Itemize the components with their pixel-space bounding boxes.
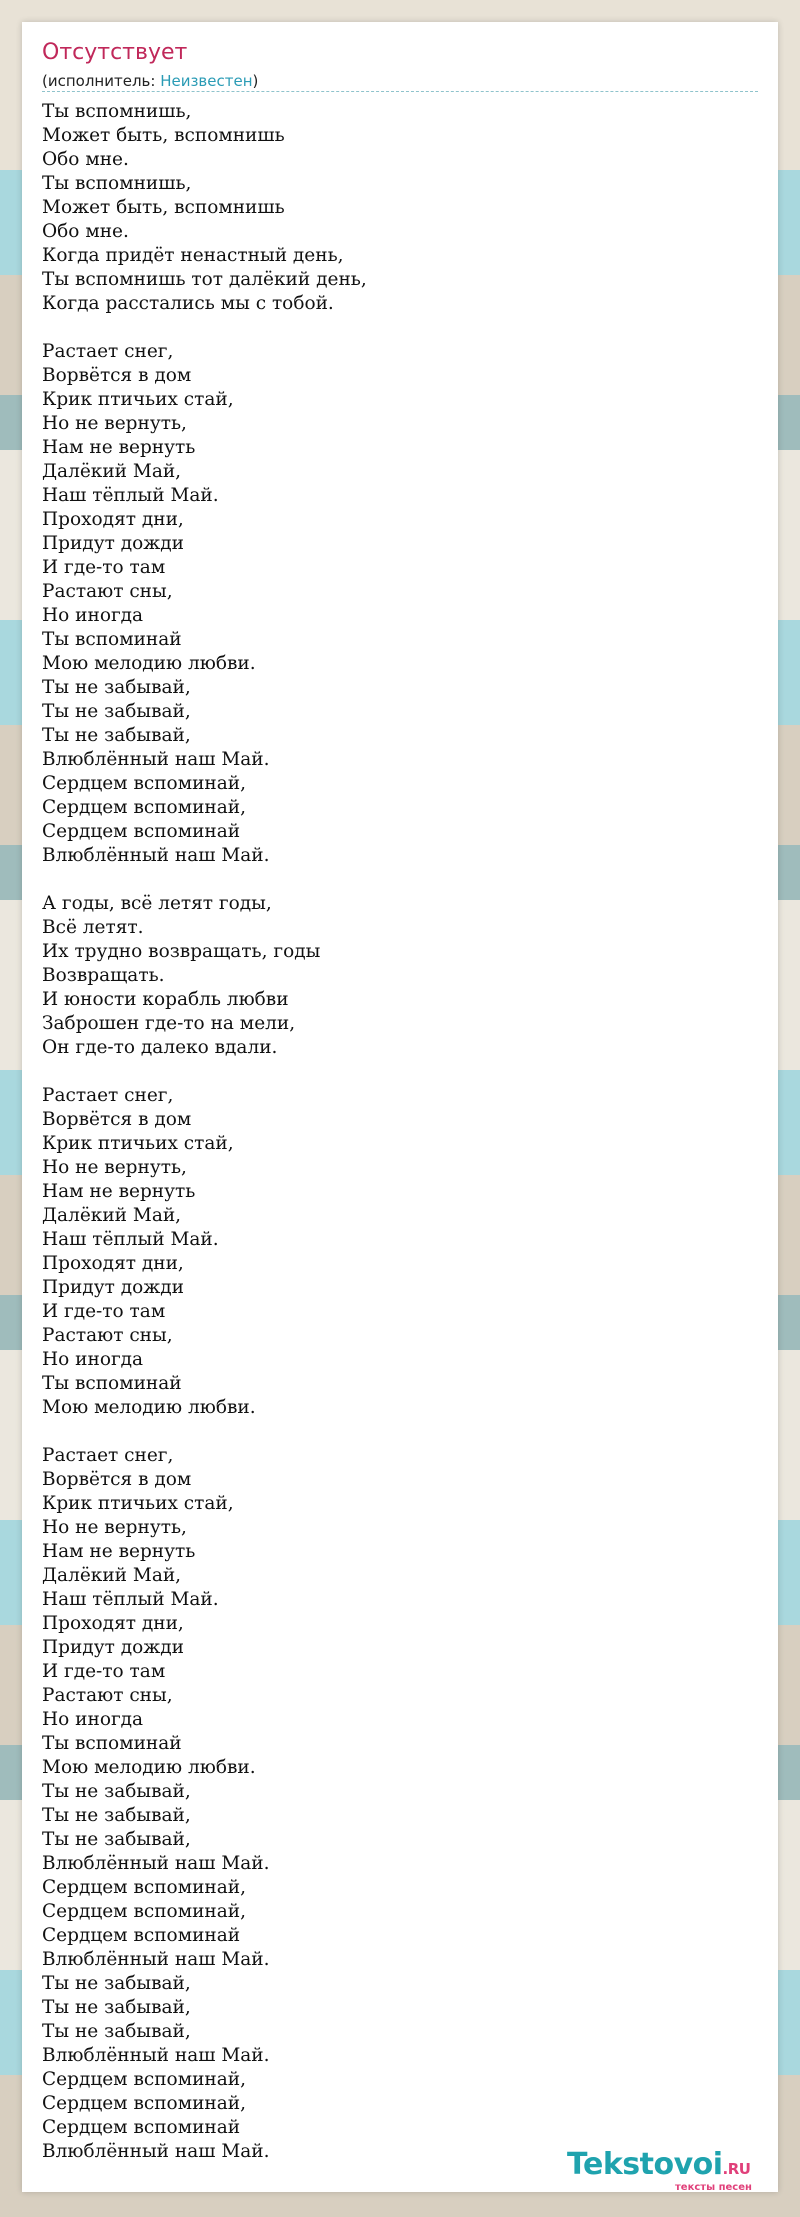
lyrics-stanza <box>42 1444 367 2164</box>
performer-suffix: ) <box>252 72 259 90</box>
lyrics-stanza <box>42 100 367 316</box>
lyrics-stanza <box>42 1084 367 1420</box>
site-logo[interactable] <box>567 2147 767 2192</box>
lyric-line: Нам не вернуть <box>42 1181 196 1202</box>
lyric-line: Крик птичьих стай, <box>42 389 234 410</box>
lyric-line: Сердцем вспоминай <box>42 2117 241 2138</box>
lyric-line: Крик птичьих стай, <box>42 1133 234 1154</box>
lyric-line: Ворвётся в дом <box>42 1109 192 1130</box>
lyric-line: Мою мелодию любви. <box>42 1757 256 1778</box>
lyric-line: Мою мелодию любви. <box>42 1397 256 1418</box>
performer-prefix: (исполнитель: <box>42 72 161 90</box>
lyric-line: Наш тёплый Май. <box>42 1589 219 1610</box>
title-divider <box>42 91 758 92</box>
lyric-line: Но иногда <box>42 1349 144 1370</box>
lyric-line: Всё летят. <box>42 917 144 938</box>
lyric-line: Влюблённый наш Май. <box>42 749 270 770</box>
lyric-line: Ты вспомнишь, <box>42 101 192 122</box>
lyric-line: Может быть, вспомнишь <box>42 197 285 218</box>
lyric-line: Он где-то далеко вдали. <box>42 1037 278 1058</box>
lyric-line: Сердцем вспоминай <box>42 821 241 842</box>
lyric-line: Их трудно возвращать, годы <box>42 941 321 962</box>
lyric-line: Ворвётся в дом <box>42 1469 192 1490</box>
lyrics-text <box>42 100 367 2164</box>
lyric-line: Но не вернуть, <box>42 1157 187 1178</box>
lyric-line: Наш тёплый Май. <box>42 1229 219 1250</box>
lyric-line: Растает снег, <box>42 1085 174 1106</box>
lyric-line: Влюблённый наш Май. <box>42 2141 270 2162</box>
lyric-line: Растает снег, <box>42 341 174 362</box>
lyric-line: Проходят дни, <box>42 509 184 530</box>
logo-tld: .RU <box>722 2160 751 2178</box>
lyric-line: Ты не забывай, <box>42 1829 191 1850</box>
lyric-line: Заброшен где-то на мели, <box>42 1013 296 1034</box>
lyric-line: А годы, всё летят годы, <box>42 893 272 914</box>
lyric-line: Но не вернуть, <box>42 413 187 434</box>
lyric-line: Сердцем вспоминай, <box>42 1877 246 1898</box>
performer-line <box>42 72 258 90</box>
lyric-line: Ты не забывай, <box>42 701 191 722</box>
lyric-line: Нам не вернуть <box>42 437 196 458</box>
lyric-line: Ты не забывай, <box>42 1973 191 1994</box>
lyric-line: Крик птичьих стай, <box>42 1493 234 1514</box>
lyric-line: Растает снег, <box>42 1445 174 1466</box>
lyric-line: Влюблённый наш Май. <box>42 845 270 866</box>
lyric-line: Может быть, вспомнишь <box>42 125 285 146</box>
lyric-line: Ты не забывай, <box>42 725 191 746</box>
lyric-line: Но не вернуть, <box>42 1517 187 1538</box>
lyric-line: Сердцем вспоминай, <box>42 2093 246 2114</box>
logo-tagline: тексты песен <box>675 2182 752 2193</box>
lyric-line: Ты вспоминай <box>42 1733 182 1754</box>
lyric-line: Далёкий Май, <box>42 461 182 482</box>
lyric-line: Придут дожди <box>42 533 184 554</box>
lyric-line: Сердцем вспоминай, <box>42 2069 246 2090</box>
lyric-line: Растают сны, <box>42 1325 173 1346</box>
lyric-line: И юности корабль любви <box>42 989 289 1010</box>
lyric-line: Сердцем вспоминай, <box>42 1901 246 1922</box>
lyric-line: Наш тёплый Май. <box>42 485 219 506</box>
lyric-line: Ты не забывай, <box>42 1997 191 2018</box>
lyric-line: Ты вспомнишь тот далёкий день, <box>42 269 367 290</box>
lyric-line: Сердцем вспоминай, <box>42 797 246 818</box>
lyric-line: Влюблённый наш Май. <box>42 1949 270 1970</box>
lyric-line: Растают сны, <box>42 581 173 602</box>
lyric-line: Возвращать. <box>42 965 165 986</box>
lyric-line: Ты вспомнишь, <box>42 173 192 194</box>
lyrics-stanza <box>42 340 367 868</box>
lyrics-stanza <box>42 892 367 1060</box>
lyric-line: Обо мне. <box>42 221 129 242</box>
lyric-line: Но иногда <box>42 605 144 626</box>
lyric-line: Сердцем вспоминай <box>42 1925 241 1946</box>
lyric-line: Когда расстались мы с тобой. <box>42 293 334 314</box>
logo-wordmark <box>567 2147 750 2182</box>
lyric-line: Ты не забывай, <box>42 2021 191 2042</box>
lyrics-card <box>22 22 778 2192</box>
lyric-line: И где-то там <box>42 557 166 578</box>
lyric-line: Ты вспоминай <box>42 629 182 650</box>
lyric-line: Придут дожди <box>42 1637 184 1658</box>
lyric-line: И где-то там <box>42 1661 166 1682</box>
lyric-line: Сердцем вспоминай, <box>42 773 246 794</box>
lyric-line: Ворвётся в дом <box>42 365 192 386</box>
lyric-line: Но иногда <box>42 1709 144 1730</box>
song-title: Отсутствует <box>42 40 188 65</box>
lyric-line: Ты вспоминай <box>42 1373 182 1394</box>
performer-link[interactable]: Неизвестен <box>160 72 253 90</box>
lyric-line: Далёкий Май, <box>42 1205 182 1226</box>
lyric-line: И где-то там <box>42 1301 166 1322</box>
lyric-line: Проходят дни, <box>42 1253 184 1274</box>
lyric-line: Растают сны, <box>42 1685 173 1706</box>
lyric-line: Влюблённый наш Май. <box>42 2045 270 2066</box>
lyric-line: Когда придёт ненастный день, <box>42 245 344 266</box>
lyric-line: Мою мелодию любви. <box>42 653 256 674</box>
lyric-line: Нам не вернуть <box>42 1541 196 1562</box>
lyric-line: Ты не забывай, <box>42 1805 191 1826</box>
lyric-line: Далёкий Май, <box>42 1565 182 1586</box>
lyric-line: Проходят дни, <box>42 1613 184 1634</box>
lyric-line: Влюблённый наш Май. <box>42 1853 270 1874</box>
lyric-line: Ты не забывай, <box>42 1781 191 1802</box>
lyric-line: Ты не забывай, <box>42 677 191 698</box>
logo-name: Tekstovoi <box>567 2147 723 2182</box>
lyric-line: Придут дожди <box>42 1277 184 1298</box>
lyric-line: Обо мне. <box>42 149 129 170</box>
